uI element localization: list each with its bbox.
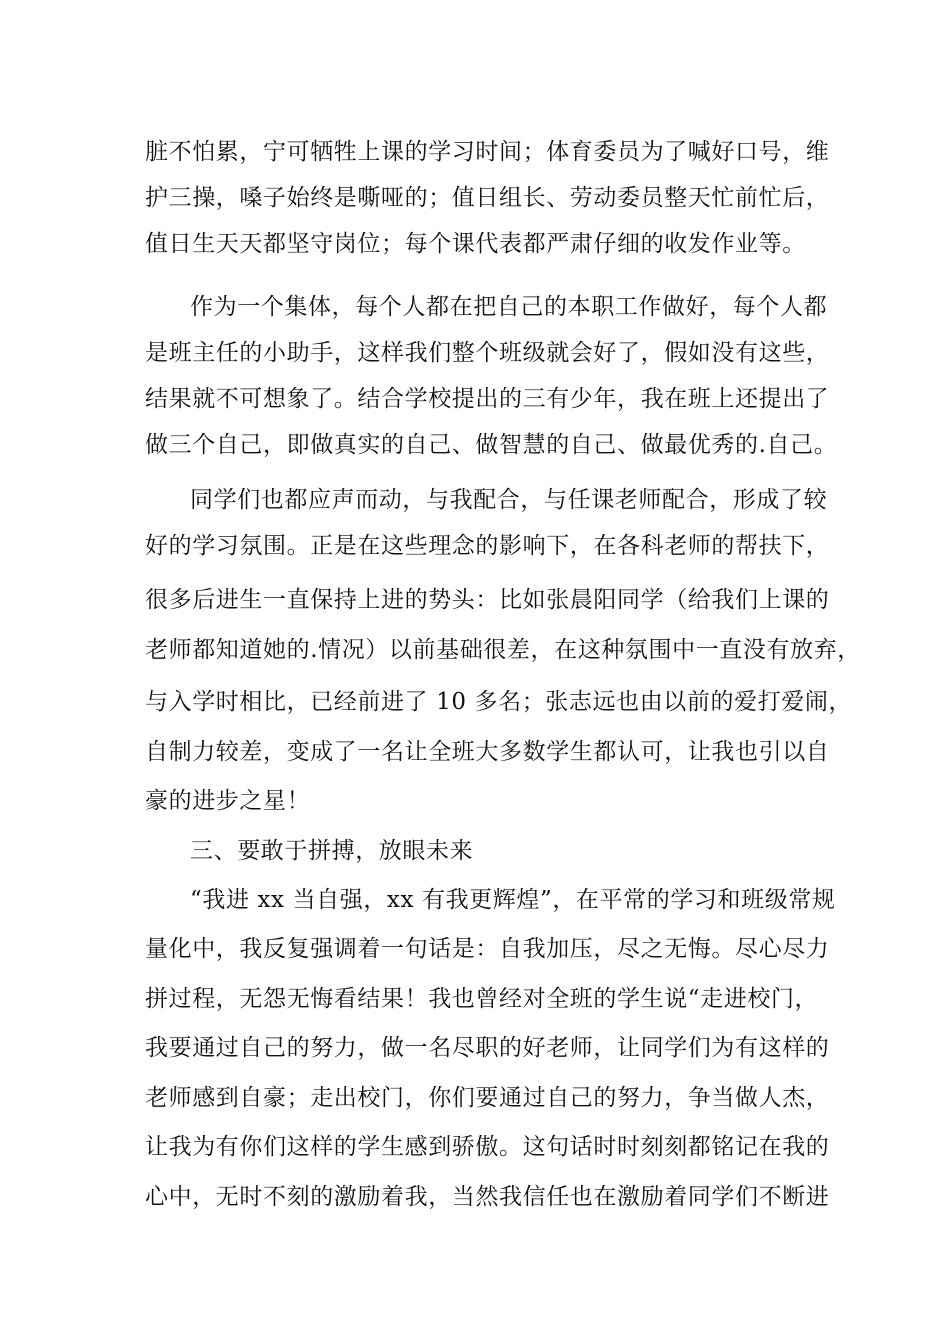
text-line: 与入学时相比，已经前进了 10 多名；张志远也由以前的爱打爱闹， — [145, 689, 853, 715]
text-line: 老师感到自豪；走出校门，你们要通过自己的努力，争当做人杰， — [145, 1085, 830, 1111]
text-line: 脏不怕累，宁可牺牲上课的学习时间；体育委员为了喊好口号，维 — [145, 139, 830, 165]
text-line: 是班主任的小助手，这样我们整个班级就会好了，假如没有这些， — [145, 340, 830, 366]
text-line: 结果就不可想象了。结合学校提出的三有少年，我在班上还提出了 — [145, 386, 830, 412]
text-line: 心中，无时不刻的激励着我，当然我信任也在激励着同学们不断进 — [145, 1184, 830, 1210]
paragraph-first-line: 作为一个集体，每个人都在把自己的本职工作做好，每个人都 — [190, 294, 828, 320]
text-line: 值日生天天都坚守岗位；每个课代表都严肃仔细的收发作业等。 — [145, 231, 806, 257]
section-heading: 三、要敢于拼搏，放眼未来 — [190, 838, 474, 864]
text-line: 我要通过自己的努力，做一名尽职的好老师，让同学们为有这样的 — [145, 1035, 830, 1061]
text-line: 护三操，嗓子始终是嘶哑的；值日组长、劳动委员整天忙前忙后， — [145, 185, 830, 211]
text-line: 豪的进步之星！ — [145, 788, 311, 814]
text-line: 好的学习氛围。正是在这些理念的影响下，在各科老师的帮扶下， — [145, 533, 830, 559]
text-line: 自制力较差，变成了一名让全班大多数学生都认可，让我也引以自 — [145, 739, 830, 765]
text-line: 拼过程，无怨无悔看结果！我也曾经对全班的学生说“走进校门， — [145, 986, 819, 1012]
text-line: 让我为有你们这样的学生感到骄傲。这句话时时刻刻都铭记在我的 — [145, 1134, 830, 1160]
text-line: 很多后进生一直保持上进的势头：比如张晨阳同学（给我们上课的 — [145, 587, 830, 613]
text-line: 老师都知道她的.情况）以前基础很差，在这种氛围中一直没有放弃， — [145, 637, 861, 663]
text-line: 量化中，我反复强调着一句话是：自我加压，尽之无悔。尽心尽力 — [145, 936, 830, 962]
text-line: 做三个自己，即做真实的自己、做智慧的自己、做最优秀的.自己。 — [145, 432, 838, 458]
paragraph-first-line: “我进 xx 当自强，xx 有我更辉煌”，在平常的学习和班级常规 — [190, 887, 836, 913]
paragraph-first-line: 同学们也都应声而动，与我配合，与任课老师配合，形成了较 — [190, 487, 828, 513]
